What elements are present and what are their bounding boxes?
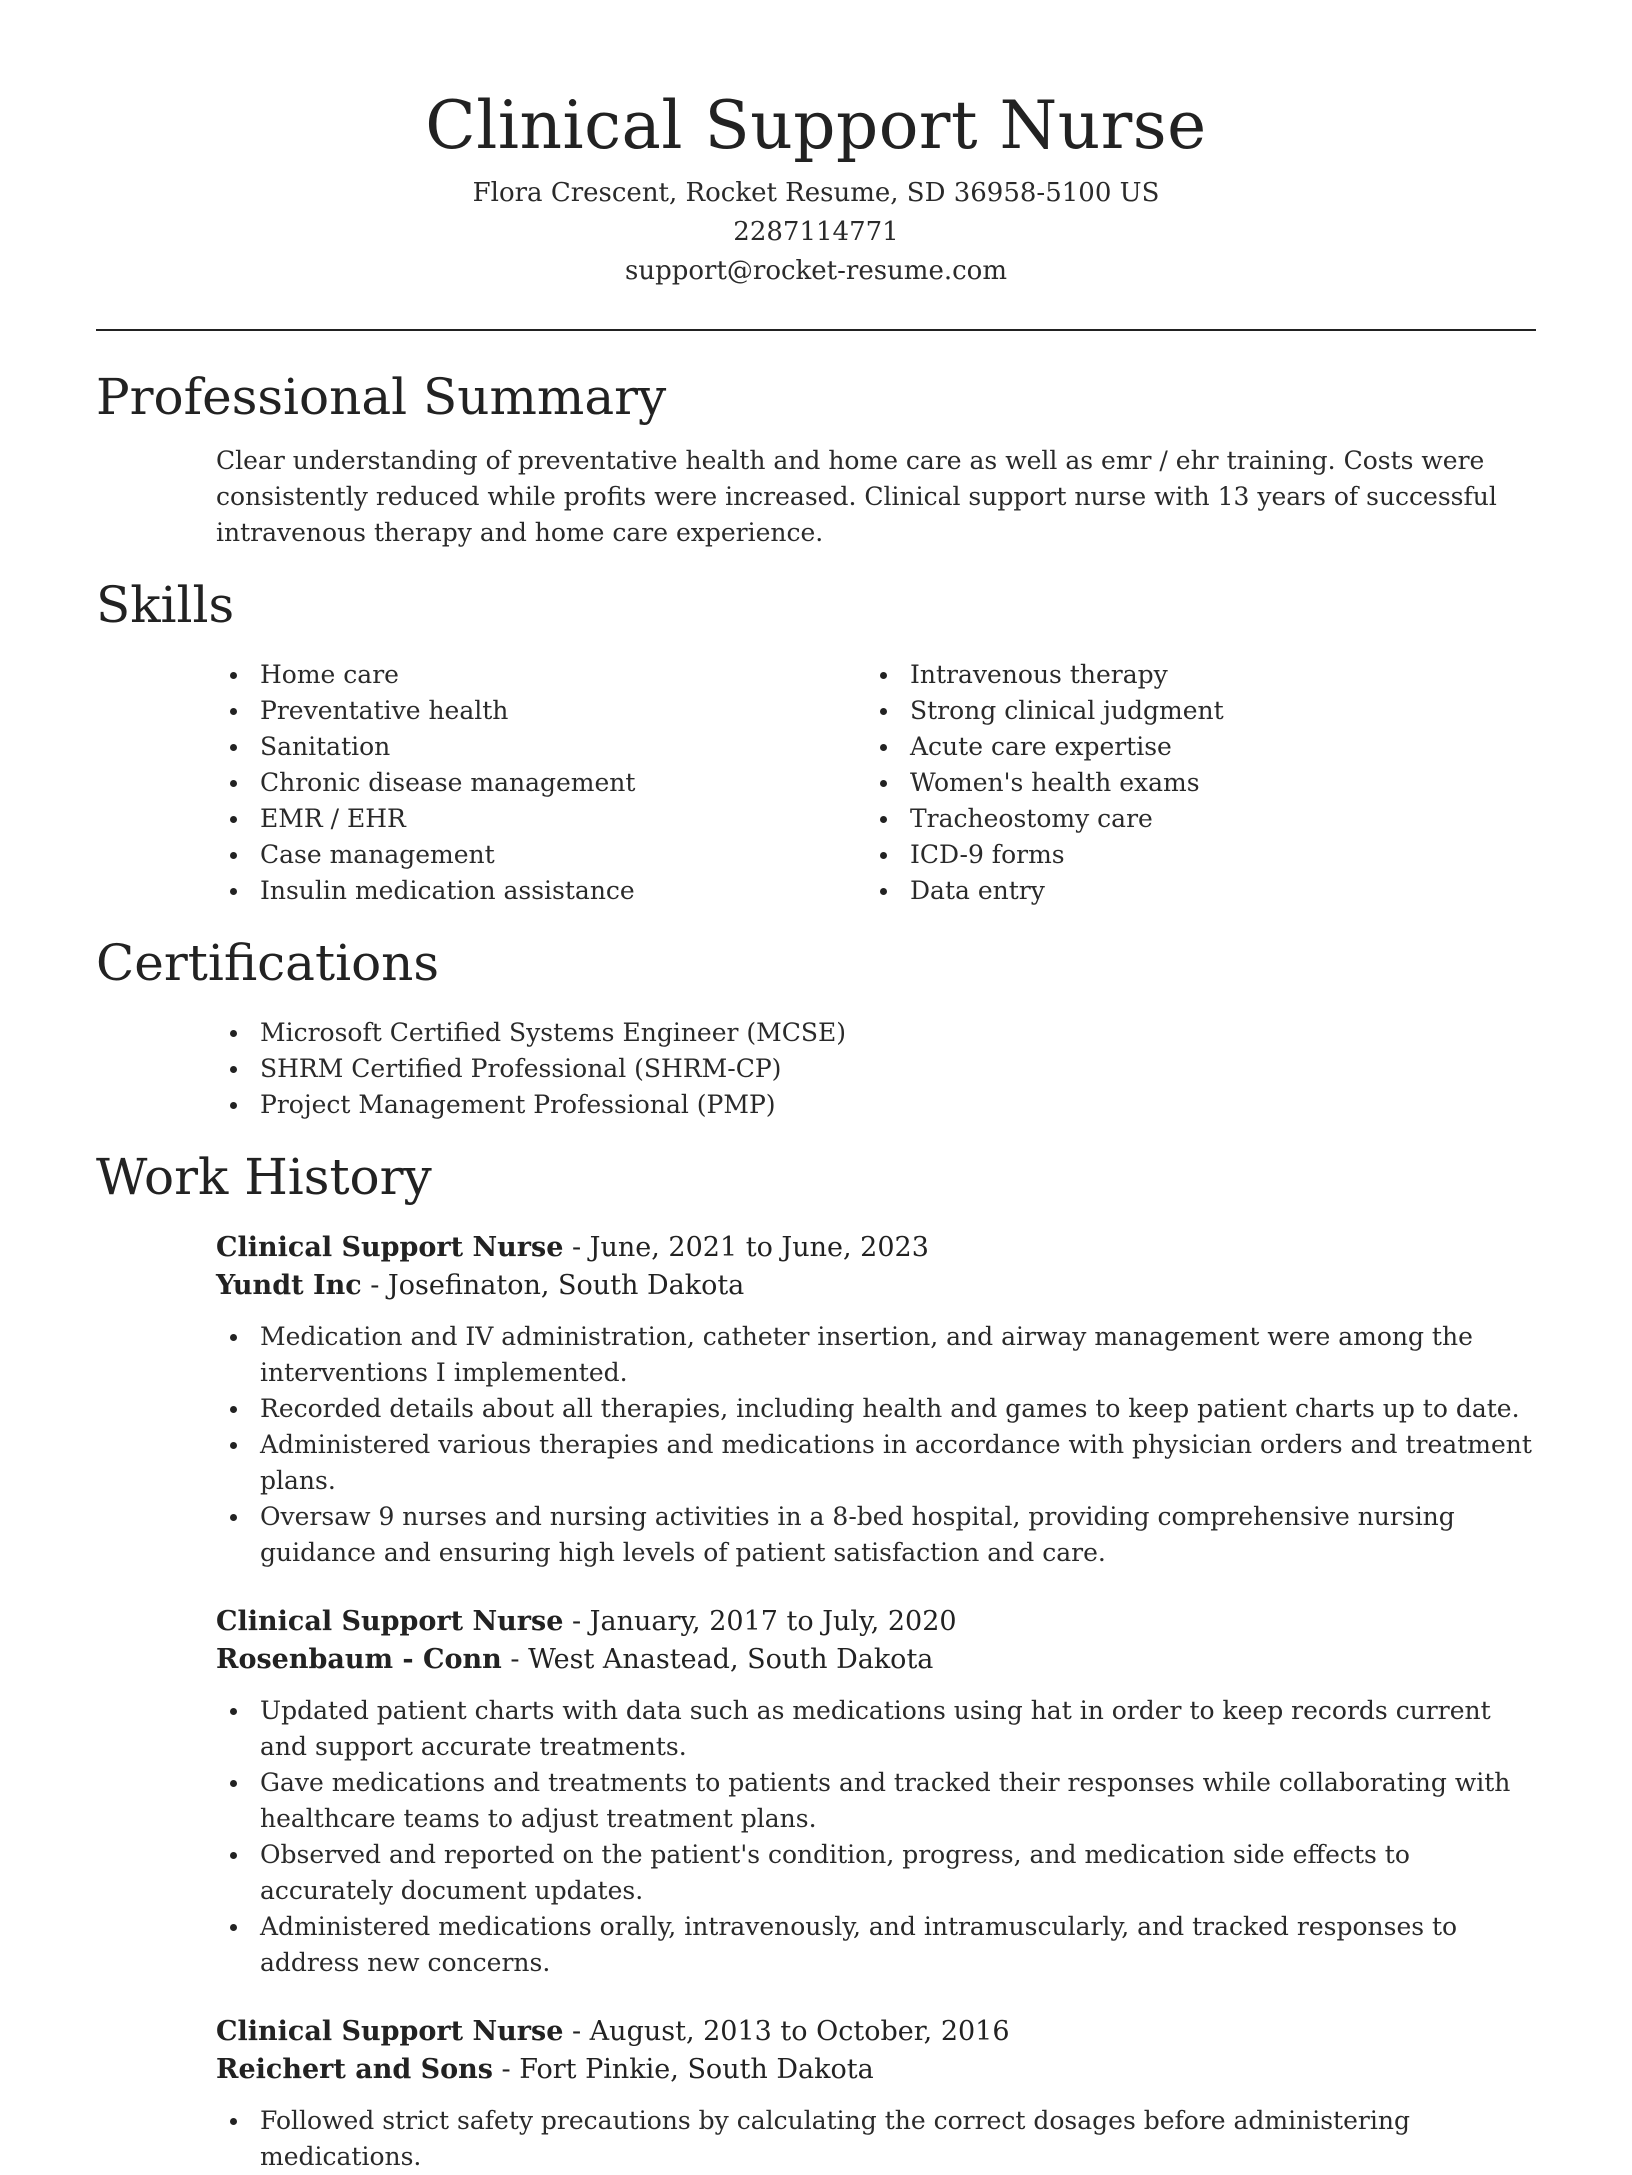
job-company: Rosenbaum - Conn: [216, 1644, 502, 1675]
skills-section: [96, 573, 1536, 909]
job-duty: Followed strict safety precautions by calculating the correct dosages before administering medications.: [260, 2103, 1536, 2175]
skills-columns: [216, 657, 1536, 909]
address: Flora Crescent, Rocket Resume, SD 36958-5100 US: [472, 178, 1160, 208]
resume-header: [96, 0, 1536, 291]
work-history-section: [96, 1145, 1536, 2175]
skills-column-left: [216, 657, 866, 909]
job-entry: [216, 1603, 1536, 1981]
job-dates: - January, 2017 to July, 2020: [563, 1606, 957, 1637]
skill-item: Preventative health: [260, 693, 866, 729]
header-divider: [96, 329, 1536, 331]
job-company-line: [216, 1641, 1536, 1679]
job-duty: Administered various therapies and medications in accordance with physician orders and treatment plans.: [260, 1427, 1536, 1499]
job-duties-list: [216, 2103, 1536, 2175]
certifications-heading: Certifications: [96, 934, 440, 992]
certification-item: Microsoft Certified Systems Engineer (MCSE): [260, 1015, 1536, 1051]
summary-heading: Professional Summary: [96, 368, 667, 426]
job-role: Clinical Support Nurse: [216, 1232, 564, 1263]
skills-list-left: [216, 657, 866, 909]
job-duty: Medication and IV administration, catheter insertion, and airway management were among the interventions I implemented.: [260, 1319, 1536, 1391]
skill-item: Intravenous therapy: [910, 657, 1516, 693]
job-duty: Oversaw 9 nurses and nursing activities in a 8-bed hospital, providing comprehensive nursing guidance and ensuring high levels of patient satisfaction and care.: [260, 1499, 1536, 1571]
job-duty: Gave medications and treatments to patients and tracked their responses while collaborating with healthcare teams to adjust treatment plans.: [260, 1765, 1536, 1837]
certifications-list: [216, 1015, 1536, 1123]
skill-item: Home care: [260, 657, 866, 693]
job-duty: Administered medications orally, intravenously, and intramuscularly, and tracked responses to address new concerns.: [260, 1909, 1536, 1981]
job-role: Clinical Support Nurse: [216, 2016, 564, 2047]
skill-item: Case management: [260, 837, 866, 873]
skill-item: ICD-9 forms: [910, 837, 1516, 873]
summary-text: Clear understanding of preventative health and home care as well as emr / ehr training. Costs were consistently reduced while profits were increased. Clinical support nurse with 13 years of successful intravenous therapy and home care experience.: [216, 446, 1497, 547]
skills-list-right: [866, 657, 1516, 909]
job-dates: - June, 2021 to June, 2023: [563, 1232, 929, 1263]
summary-section: [96, 365, 1536, 551]
job-location: - Fort Pinkie, South Dakota: [492, 2054, 874, 2085]
job-duty: Observed and reported on the patient's condition, progress, and medication side effects to accurately document updates.: [260, 1837, 1536, 1909]
candidate-name: Clinical Support Nurse: [425, 87, 1207, 164]
certification-item: Project Management Professional (PMP): [260, 1087, 1536, 1123]
skill-item: EMR / EHR: [260, 801, 866, 837]
email: support@rocket-resume.com: [624, 256, 1007, 286]
skills-column-right: [866, 657, 1516, 909]
job-duty: Updated patient charts with data such as medications using hat in order to keep records current and support accurate treatments.: [260, 1693, 1536, 1765]
skill-item: Tracheostomy care: [910, 801, 1516, 837]
job-dates: - August, 2013 to October, 2016: [563, 2016, 1010, 2047]
phone: 2287114771: [733, 217, 899, 247]
job-company-line: [216, 2051, 1536, 2089]
contact-info: [96, 174, 1536, 291]
skill-item: Strong clinical judgment: [910, 693, 1516, 729]
job-duties-list: [216, 1693, 1536, 1981]
job-duties-list: [216, 1319, 1536, 1571]
skill-item: Chronic disease management: [260, 765, 866, 801]
skill-item: Acute care expertise: [910, 729, 1516, 765]
job-location: - West Anastead, South Dakota: [501, 1644, 934, 1675]
job-entry: [216, 1229, 1536, 1571]
job-entry: [216, 2013, 1536, 2175]
skill-item: Data entry: [910, 873, 1516, 909]
skills-heading: Skills: [96, 576, 235, 634]
job-title-line: [216, 2013, 1536, 2051]
job-location: - Josefinaton, South Dakota: [361, 1270, 745, 1301]
job-company-line: [216, 1267, 1536, 1305]
certification-item: SHRM Certified Professional (SHRM-CP): [260, 1051, 1536, 1087]
job-duty: Recorded details about all therapies, including health and games to keep patient charts up to date.: [260, 1391, 1536, 1427]
job-title-line: [216, 1603, 1536, 1641]
work-history-heading: Work History: [96, 1148, 432, 1206]
certifications-section: [96, 931, 1536, 1123]
skill-item: Sanitation: [260, 729, 866, 765]
skill-item: Insulin medication assistance: [260, 873, 866, 909]
job-title-line: [216, 1229, 1536, 1267]
job-company: Reichert and Sons: [216, 2054, 493, 2085]
job-company: Yundt Inc: [216, 1270, 362, 1301]
job-role: Clinical Support Nurse: [216, 1606, 564, 1637]
skill-item: Women's health exams: [910, 765, 1516, 801]
